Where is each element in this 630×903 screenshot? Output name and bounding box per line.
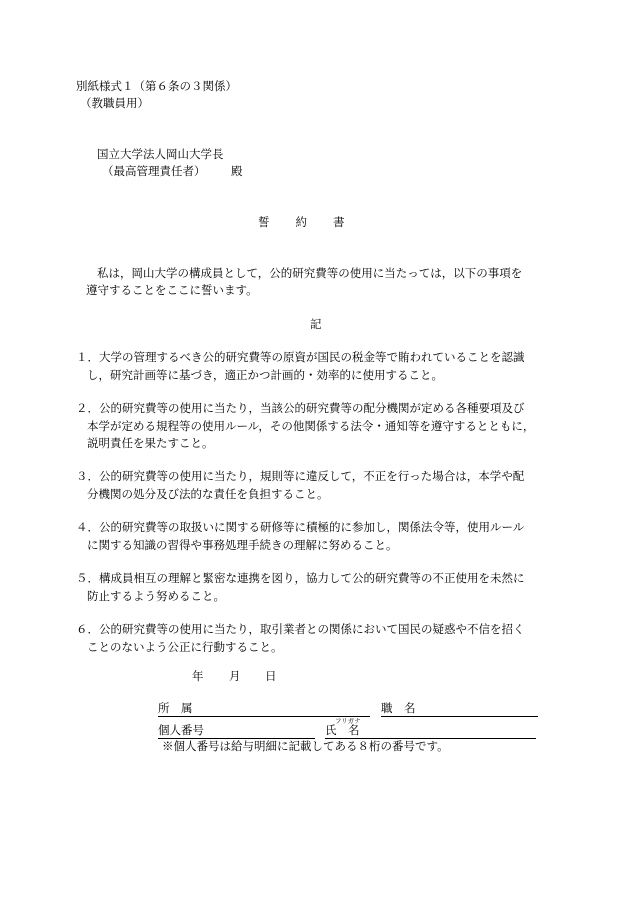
name-label: 氏 名 [325,723,360,737]
list-item-line: ことのないよう公正に行動すること。 [87,639,283,654]
list-item-line: １．大学の管理するべき公的研究費等の原資が国民の税金等で賄われていることを認識 [76,350,525,364]
furigana-label: フリガナ [335,717,361,725]
list-item [76,352,576,381]
intro-line-2: 遵守することをここに誓います。 [86,283,258,297]
list-item-line: 防止するよう努めること。 [87,588,225,603]
list-item-line: ４．公的研究費等の取扱いに関する研修等に積極的に参加し，関係法令等，使用ルール [76,520,525,534]
list-item [76,573,576,602]
list-item-line: ６．公的研究費等の使用に当たり，取引業者との関係において国民の疑惑や不信を招く [76,622,525,636]
date-month-label: 月 [229,669,241,683]
document-title: 誓 約 書 [258,215,346,229]
list-item [76,471,576,500]
list-item [76,403,576,450]
list-item [76,624,576,653]
position-field[interactable] [381,716,538,717]
list-item-line: ２．公的研究費等の使用に当たり，当該公的研究費等の配分機関が定める各種要項及び [76,401,525,415]
list-item-line: ３．公的研究費等の使用に当たり，規則等に違反して，不正を行った場合は，本学や配 [76,469,525,483]
form-reference: 別紙様式１（第６条の３関係） [76,79,237,93]
intro-line-1: 私は，岡山大学の構成員として，公的研究費等の使用に当たっては，以下の事項を [97,266,523,280]
list-item-line: し，研究計画等に基づき，適正かつ計画的・効率的に使用すること。 [87,367,444,382]
list-item-line: 分機関の処分及び法的な責任を負担すること。 [87,486,329,501]
ki-heading: 記 [310,317,322,331]
personal-number-note: ※個人番号は給与明細に記載してある８桁の番号です。 [162,739,449,753]
date-day-label: 日 [265,669,277,683]
list-item-line: 本学が定める規程等の使用ルール，その他関係する法令・通知等を遵守するとともに， [87,418,535,433]
affiliation-label: 所 属 [158,701,193,715]
list-item-line: に関する知識の習得や事務処理手続きの理解に努めること。 [87,537,398,552]
addressee-honorific: 殿 [231,164,243,178]
list-item-line: ５．構成員相互の理解と緊密な連携を図り，協力して公的研究費等の不正使用を未然に [76,571,525,585]
list-item-line: 説明責任を果たすこと。 [87,436,214,450]
form-type: （教職員用） [80,96,149,110]
date-year-label: 年 [192,669,204,683]
addressee-role: （最高管理責任者） [102,164,206,178]
list-item [76,522,576,551]
addressee-name: 国立大学法人岡山大学長 [97,147,224,161]
personal-number-label: 個人番号 [158,723,204,737]
position-label: 職 名 [381,701,416,715]
